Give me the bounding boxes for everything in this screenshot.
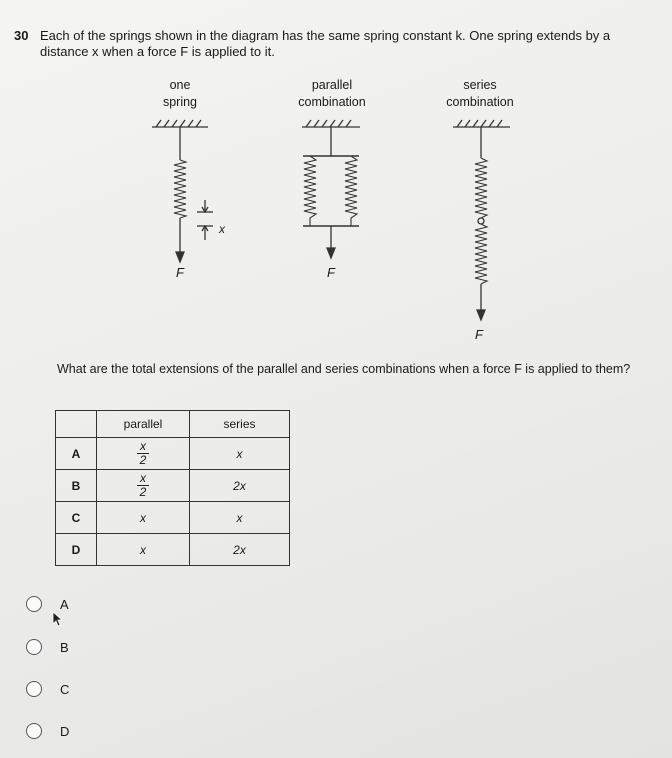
force-arrow-parallel [327,248,335,258]
option-d[interactable] [26,720,69,742]
table-header-row [56,411,290,438]
parallel-spring-left [304,156,316,226]
force-arrow-one [176,252,184,262]
table-header-parallel: parallel [97,411,190,438]
row-letter: C [56,502,97,534]
row-parallel-value: x [97,534,190,566]
row-letter: D [56,534,97,566]
mouse-cursor-icon [52,611,64,627]
row-letter: B [56,470,97,502]
table-row [56,438,290,470]
table-row [56,470,290,502]
option-b-label: B [60,639,69,655]
table-row [56,502,290,534]
row-series-value: x [190,438,290,470]
option-c-label: C [60,681,70,697]
table-header-empty [56,411,97,438]
row-series-value: x [190,502,290,534]
parallel-spring-right [345,156,357,226]
force-arrow-series [477,310,485,320]
series-hatch [457,120,502,127]
radio-a[interactable] [26,596,42,612]
parallel-hatch [306,120,351,127]
series-spring-upper [475,158,487,218]
option-d-label: D [60,723,70,739]
force-label-series: F [475,327,483,342]
option-a-label: A [60,596,69,612]
answer-table [55,410,290,566]
row-parallel-value: $\frac{x}{2}$ [97,470,190,502]
row-series-value: 2x [190,534,290,566]
parallel-label: parallel combination [298,78,366,109]
force-label-one: F [176,265,184,280]
radio-d[interactable] [26,723,42,739]
force-label-parallel: F [327,265,335,280]
series-label: series combination [446,78,514,109]
springs-diagram [0,0,672,360]
radio-b[interactable] [26,639,42,655]
table-row [56,534,290,566]
one-spring-coil [174,160,186,218]
option-c[interactable] [26,678,69,700]
series-spring-lower [475,224,487,284]
row-series-value: 2x [190,470,290,502]
question-number: 30 [14,28,29,43]
row-letter: A [56,438,97,470]
row-parallel-value: $\frac{x}{2}$ [97,438,190,470]
option-b[interactable] [26,636,69,658]
table-header-series: series [190,411,290,438]
subquestion-text: What are the total extensions of the parallel and series combinations when a force F is applied to them? [57,362,631,376]
one-spring-hatch [156,120,201,127]
question-text: Each of the springs shown in the diagram has the same spring constant k. One spring extends by a distance x when a force F is applied to it. [40,28,611,59]
extension-label: x [219,222,225,236]
one-spring-label: one spring [162,78,198,109]
row-parallel-value: x [97,502,190,534]
radio-c[interactable] [26,681,42,697]
